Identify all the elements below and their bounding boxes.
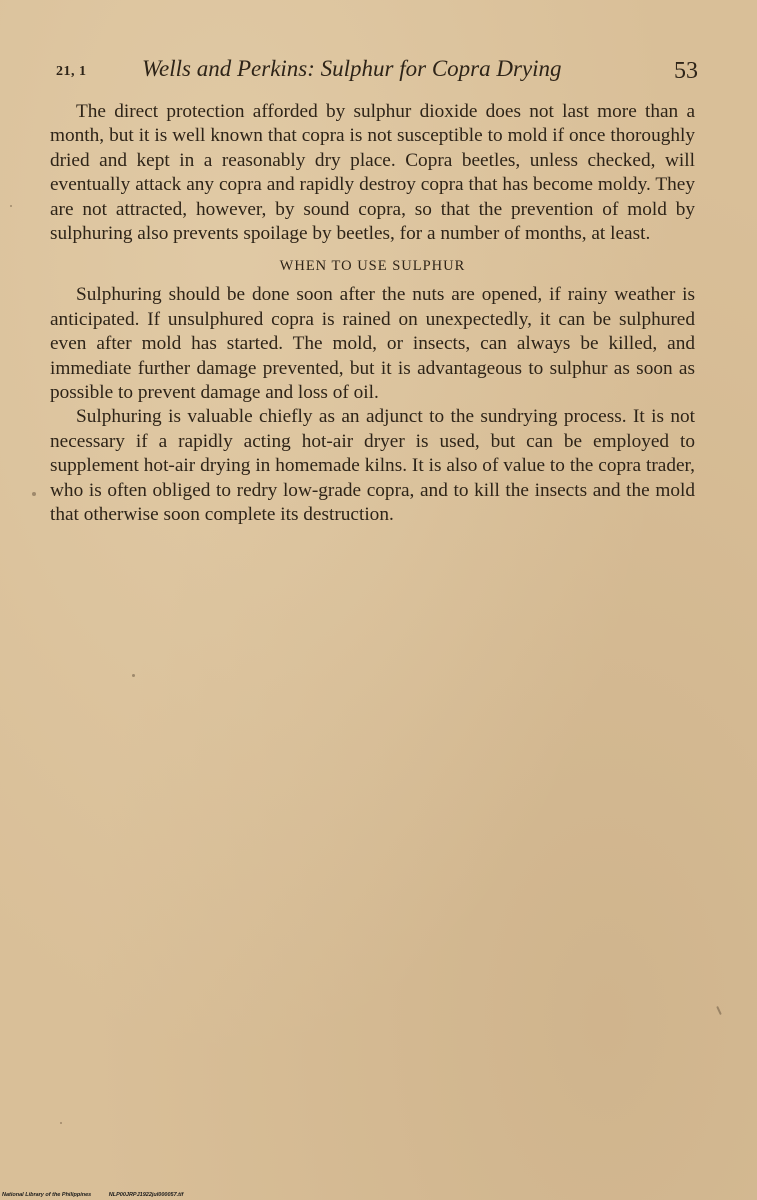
file-identifier: NLP00JRPJ1922jul000057.tif xyxy=(108,1192,184,1198)
section-heading: WHEN TO USE SULPHUR xyxy=(279,258,466,275)
paragraph-sundrying-adjunct: Sulphuring is valuable chiefly as an adjunct to the sundrying process. It is not necessary if a rapidly acting hot-air dryer is used, but can be employed to supplement hot-air drying in homemade kilns. It is also of value to the copra trader, who is often obliged to redry low-grade copra, and to kill the insects and the mold that otherwise soon complete its destruction. xyxy=(50,406,695,526)
library-credit: National Library of the Philippines xyxy=(2,1192,92,1198)
running-header xyxy=(52,56,698,88)
body-text xyxy=(50,100,695,528)
paper-speck xyxy=(716,1006,722,1015)
paper-speck xyxy=(60,1122,62,1124)
paragraph-mold-protection: The direct protection afforded by sulphur dioxide does not last more than a month, but it is well known that copra is not susceptible to mold if once thoroughly dried and kept in a reasonably dry place. Copra beetles, unless checked, will eventually attack any copra and rapidly destroy copra that has become moldy. They are not attracted, however, by sound copra, so that the prevention of mold by sulphuring also prevents spoilage by beetles, for a number of months, at least. xyxy=(50,101,695,245)
scan-footer xyxy=(2,1192,183,1198)
paper-speck xyxy=(132,674,135,677)
paragraph-when-to-sulphur: Sulphuring should be done soon after the nuts are opened, if rainy weather is anticipated. If unsulphured copra is rained on unexpectedly, it can be sulphured even after mold has started. The mold, or insects, can always be killed, and immediate further damage prevented, but it is advantageous to sulphur as soon as possible to prevent damage and loss of oil. xyxy=(50,284,695,404)
issue-number: 21, 1 xyxy=(56,64,87,79)
page-number: 53 xyxy=(674,58,698,84)
paper-speck xyxy=(10,205,12,207)
paper-speck xyxy=(32,492,36,496)
running-title: Wells and Perkins: Sulphur for Copra Drying xyxy=(142,56,562,81)
